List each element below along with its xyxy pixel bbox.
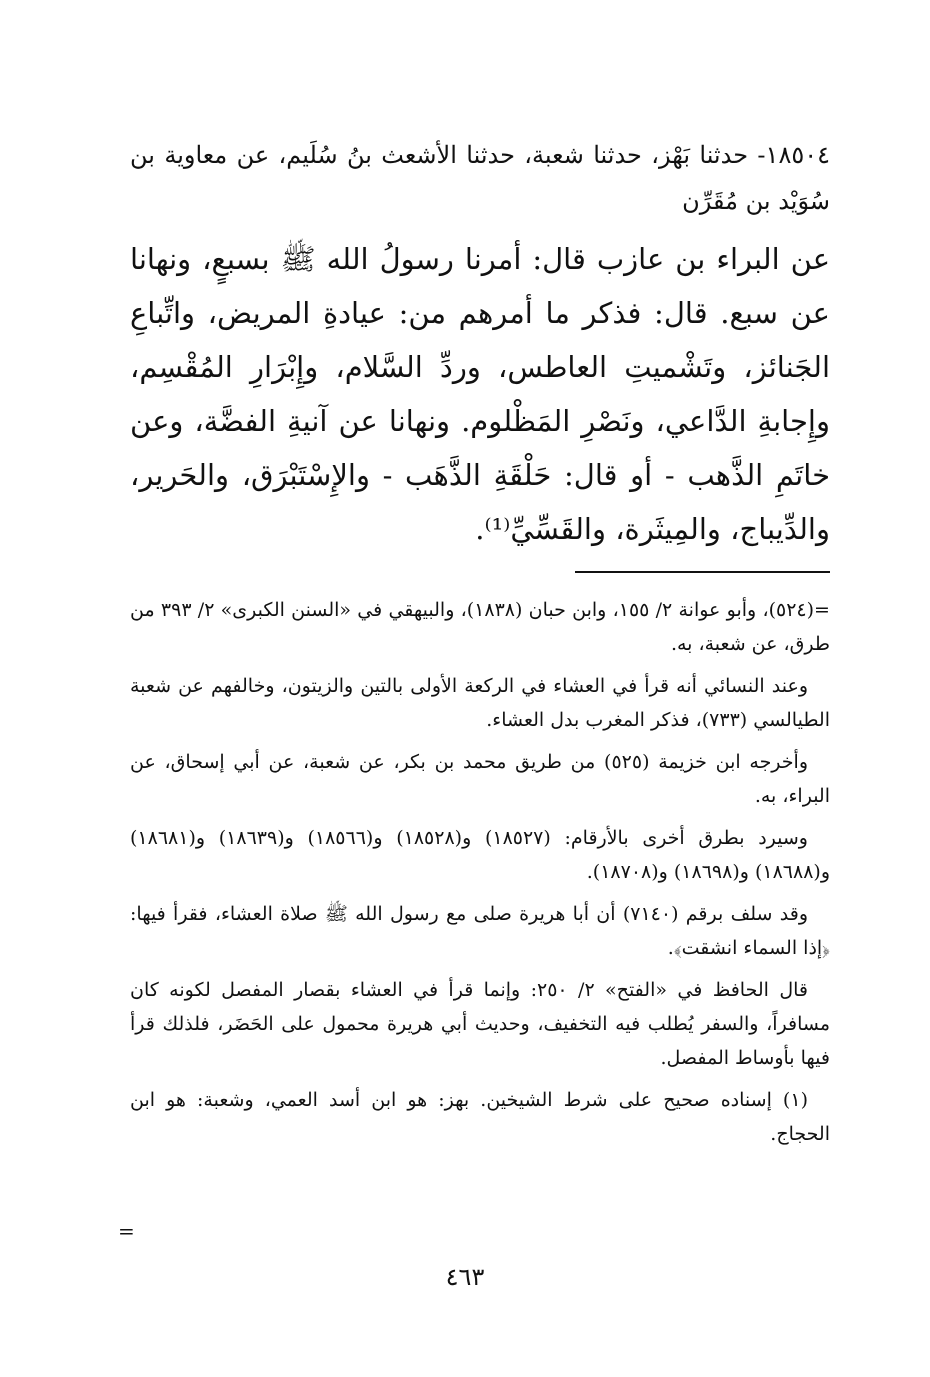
hadith-text: عن البراء بن عازب قال: أمرنا رسولُ الله ﷺ بسبعٍ، ونهانا عن سبع. قال: فذكر ما أمرهم من: عيادةِ المريض، واتِّباعِ الجَنائز، وتَشْميتِ العاطس، وردِّ السَّلام، وإِبْرَارِ المُقْسِم، وإِجابةِ الدَّاعي، ونَصْرِ المَظْلوم. ونهانا عن آنيةِ الفضَّة، وعن خاتَمِ الذَّهب - أو قال: حَلْقَةِ الذَّهَب - والإِسْتَبْرَق، والحَرير، والدِّيباج، والمِيثَرة، والقَسِّيِّ⁽¹⁾. [130, 242, 830, 546]
hadith-chain: ١٨٥٠٤- حدثنا بَهْز، حدثنا شعبة، حدثنا الأشعث بنُ سُلَيم، عن معاوية بن سُوَيْد بن مُقَرِّن [130, 141, 830, 215]
footnote-1: (١) إسناده صحيح على شرط الشيخين. بهز: هو ابن أسد العمي، وشعبة: هو ابن الحجاج. [130, 1089, 830, 1145]
footnote-paragraph: وأخرجه ابن خزيمة (٥٢٥) من طريق محمد بن بكر، عن شعبة، عن أبي إسحاق، عن البراء، به. [130, 751, 830, 807]
footnote-divider [575, 571, 830, 573]
continuation-mark: = [118, 1219, 135, 1243]
footnote-paragraph: وسيرد بطرق أخرى بالأرقام: (١٨٥٢٧) و(١٨٥٢٨) و(١٨٥٦٦) و(١٨٦٣٩) و(١٨٦٨١) و(١٨٦٨٨) و(١٨٦٩٨) و(١٨٧٠٨). [130, 827, 830, 883]
footnote-paragraph: قال الحافظ في «الفتح» ٢/ ٢٥٠: وإنما قرأ في العشاء بقصار المفصل لكونه كان مسافراً، والسفر يُطلب فيه التخفيف، وحديث أبي هريرة محمول على الحَضَر، فلذلك قرأ فيها بأوساط المفصل. [130, 979, 830, 1069]
footnotes-section [130, 593, 830, 1159]
footnote-paragraph: وقد سلف برقم (٧١٤٠) أن أبا هريرة صلى مع رسول الله ﷺ صلاة العشاء، فقرأ فيها: ﴿إذا السماء انشقت﴾. [130, 903, 830, 959]
page-number: ٤٦٣ [445, 1263, 485, 1291]
footnote-paragraph: =(٥٢٤)، وأبو عوانة ٢/ ١٥٥، وابن حبان (١٨٣٨)، والبيهقي في «السنن الكبرى» ٢/ ٣٩٣ من طرق، عن شعبة، به. [130, 599, 830, 655]
footnote-paragraph: وعند النسائي أنه قرأ في العشاء في الركعة الأولى بالتين والزيتون، وخالفهم عن شعبة الطيالسي (٧٣٣)، فذكر المغرب بدل العشاء. [130, 675, 830, 731]
